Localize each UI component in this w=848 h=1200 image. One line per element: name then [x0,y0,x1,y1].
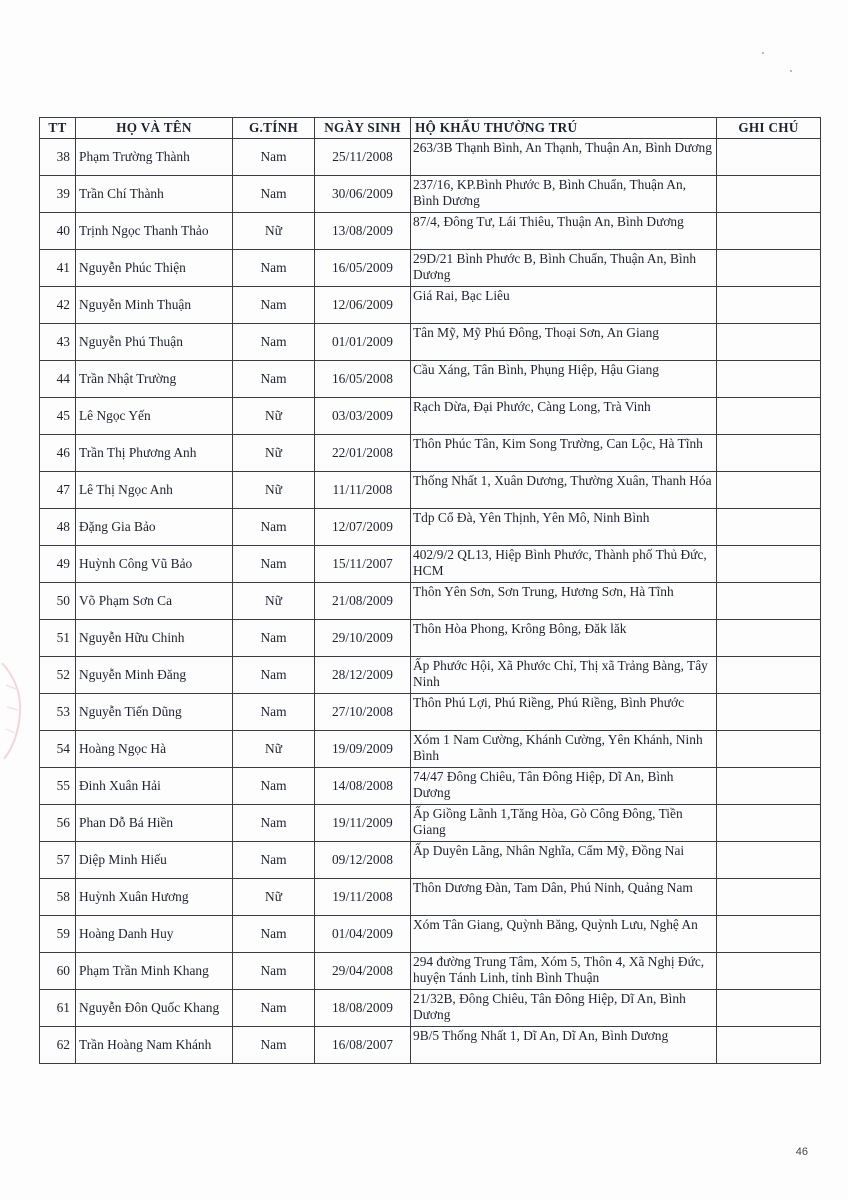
cell-dob: 03/03/2009 [315,398,411,435]
cell-tt: 40 [40,213,76,250]
cell-dob: 11/11/2008 [315,472,411,509]
cell-address: Ấp Duyên Lãng, Nhân Nghĩa, Cẩm Mỹ, Đồng Nai [411,842,717,879]
cell-dob: 19/11/2009 [315,805,411,842]
table-row [40,879,821,916]
page-number: 46 [795,1146,808,1158]
cell-note [717,1027,821,1064]
cell-name: Võ Phạm Sơn Ca [76,583,233,620]
cell-note [717,324,821,361]
cell-name: Nguyễn Hữu Chinh [76,620,233,657]
table-row [40,546,821,583]
cell-address: Rạch Dừa, Đại Phước, Càng Long, Trà Vinh [411,398,717,435]
cell-name: Trần Chí Thành [76,176,233,213]
cell-note [717,805,821,842]
cell-note [717,731,821,768]
table-row [40,916,821,953]
cell-note [717,250,821,287]
cell-tt: 60 [40,953,76,990]
cell-address: Thôn Phú Lợi, Phú Riềng, Phú Riềng, Bình Phước [411,694,717,731]
cell-sex: Nữ [233,879,315,916]
cell-name: Nguyễn Đôn Quốc Khang [76,990,233,1027]
cell-note [717,139,821,176]
cell-tt: 49 [40,546,76,583]
cell-sex: Nam [233,694,315,731]
cell-name: Hoàng Ngọc Hà [76,731,233,768]
cell-sex: Nam [233,250,315,287]
cell-note [717,916,821,953]
cell-dob: 15/11/2007 [315,546,411,583]
cell-sex: Nữ [233,472,315,509]
cell-address: 9B/5 Thống Nhất 1, Dĩ An, Dĩ An, Bình Dương [411,1027,717,1064]
table-header-row [40,118,821,139]
table-row [40,324,821,361]
cell-sex: Nam [233,916,315,953]
cell-address: Thống Nhất 1, Xuân Dương, Thường Xuân, Thanh Hóa [411,472,717,509]
table-row [40,657,821,694]
cell-dob: 16/05/2009 [315,250,411,287]
cell-sex: Nữ [233,731,315,768]
cell-dob: 27/10/2008 [315,694,411,731]
cell-address: 237/16, KP.Bình Phước B, Bình Chuẩn, Thuận An, Bình Dương [411,176,717,213]
cell-tt: 52 [40,657,76,694]
cell-name: Diệp Minh Hiếu [76,842,233,879]
cell-tt: 61 [40,990,76,1027]
cell-address: 21/32B, Đông Chiêu, Tân Đông Hiệp, Dĩ An, Bình Dương [411,990,717,1027]
cell-address: 402/9/2 QL13, Hiệp Bình Phước, Thành phố Thủ Đức, HCM [411,546,717,583]
cell-name: Trần Hoàng Nam Khánh [76,1027,233,1064]
table-row [40,176,821,213]
cell-name: Lê Ngọc Yến [76,398,233,435]
cell-name: Huỳnh Xuân Hương [76,879,233,916]
scan-speck [790,70,792,72]
cell-note [717,583,821,620]
cell-name: Nguyễn Minh Đăng [76,657,233,694]
stamp-trace [0,655,28,765]
cell-dob: 19/11/2008 [315,879,411,916]
cell-sex: Nam [233,657,315,694]
cell-note [717,768,821,805]
header-sex: G.TÍNH [233,118,315,139]
cell-name: Phạm Trần Minh Khang [76,953,233,990]
cell-tt: 50 [40,583,76,620]
table-row [40,361,821,398]
cell-dob: 29/04/2008 [315,953,411,990]
table-row [40,953,821,990]
cell-note [717,176,821,213]
cell-tt: 54 [40,731,76,768]
cell-address: Giá Rai, Bạc Liêu [411,287,717,324]
cell-dob: 25/11/2008 [315,139,411,176]
cell-sex: Nam [233,361,315,398]
header-address: HỘ KHẨU THƯỜNG TRÚ [411,118,717,139]
cell-address: Thôn Hòa Phong, Krông Bông, Đăk lăk [411,620,717,657]
table-row [40,842,821,879]
table-row [40,620,821,657]
table-row [40,250,821,287]
cell-name: Trần Thị Phương Anh [76,435,233,472]
cell-sex: Nam [233,1027,315,1064]
header-note: GHI CHÚ [717,118,821,139]
cell-sex: Nam [233,953,315,990]
cell-dob: 16/05/2008 [315,361,411,398]
cell-sex: Nữ [233,435,315,472]
cell-address: Thôn Yên Sơn, Sơn Trung, Hương Sơn, Hà Tĩnh [411,583,717,620]
cell-dob: 09/12/2008 [315,842,411,879]
cell-note [717,509,821,546]
cell-sex: Nam [233,287,315,324]
table-row [40,768,821,805]
cell-dob: 12/06/2009 [315,287,411,324]
scan-speck [762,52,764,54]
cell-name: Đinh Xuân Hải [76,768,233,805]
cell-note [717,287,821,324]
header-dob: NGÀY SINH [315,118,411,139]
cell-tt: 38 [40,139,76,176]
cell-sex: Nữ [233,213,315,250]
cell-address: Tân Mỹ, Mỹ Phú Đông, Thoại Sơn, An Giang [411,324,717,361]
cell-tt: 57 [40,842,76,879]
cell-sex: Nữ [233,583,315,620]
cell-tt: 46 [40,435,76,472]
cell-sex: Nam [233,546,315,583]
cell-note [717,842,821,879]
cell-name: Trần Nhật Trường [76,361,233,398]
cell-note [717,398,821,435]
table-row [40,139,821,176]
cell-tt: 39 [40,176,76,213]
cell-name: Phạm Trường Thành [76,139,233,176]
cell-address: Xóm Tân Giang, Quỳnh Băng, Quỳnh Lưu, Nghệ An [411,916,717,953]
cell-sex: Nam [233,324,315,361]
cell-name: Nguyễn Phú Thuận [76,324,233,361]
cell-tt: 43 [40,324,76,361]
cell-address: 74/47 Đông Chiêu, Tân Đông Hiệp, Dĩ An, Bình Dương [411,768,717,805]
cell-tt: 62 [40,1027,76,1064]
cell-tt: 58 [40,879,76,916]
cell-name: Phan Dỗ Bá Hiền [76,805,233,842]
cell-name: Huỳnh Công Vũ Bảo [76,546,233,583]
student-roster-table [39,117,821,1064]
cell-sex: Nam [233,990,315,1027]
table-row [40,435,821,472]
cell-note [717,657,821,694]
cell-dob: 12/07/2009 [315,509,411,546]
cell-tt: 48 [40,509,76,546]
cell-tt: 53 [40,694,76,731]
cell-note [717,435,821,472]
cell-dob: 30/06/2009 [315,176,411,213]
table-row [40,287,821,324]
cell-dob: 01/04/2009 [315,916,411,953]
cell-dob: 16/08/2007 [315,1027,411,1064]
cell-address: 29D/21 Bình Phước B, Bình Chuẩn, Thuận An, Bình Dương [411,250,717,287]
cell-tt: 42 [40,287,76,324]
cell-name: Hoàng Danh Huy [76,916,233,953]
cell-address: 87/4, Đông Tư, Lái Thiêu, Thuận An, Bình Dương [411,213,717,250]
cell-note [717,879,821,916]
cell-tt: 55 [40,768,76,805]
cell-address: Cầu Xáng, Tân Bình, Phụng Hiệp, Hậu Giang [411,361,717,398]
cell-sex: Nam [233,805,315,842]
cell-note [717,213,821,250]
cell-dob: 22/01/2008 [315,435,411,472]
cell-dob: 21/08/2009 [315,583,411,620]
cell-sex: Nam [233,768,315,805]
cell-note [717,990,821,1027]
cell-dob: 29/10/2009 [315,620,411,657]
cell-address: Thôn Dương Đàn, Tam Dân, Phú Ninh, Quảng Nam [411,879,717,916]
cell-note [717,694,821,731]
header-name: HỌ VÀ TÊN [76,118,233,139]
cell-name: Trịnh Ngọc Thanh Thảo [76,213,233,250]
cell-tt: 51 [40,620,76,657]
cell-dob: 14/08/2008 [315,768,411,805]
cell-address: Ấp Phước Hội, Xã Phước Chỉ, Thị xã Trảng Bàng, Tây Ninh [411,657,717,694]
cell-sex: Nam [233,842,315,879]
cell-note [717,472,821,509]
cell-tt: 44 [40,361,76,398]
cell-sex: Nam [233,509,315,546]
cell-dob: 01/01/2009 [315,324,411,361]
cell-address: Ấp Giồng Lãnh 1,Tăng Hòa, Gò Công Đông, Tiền Giang [411,805,717,842]
cell-tt: 47 [40,472,76,509]
cell-address: Thôn Phúc Tân, Kim Song Trường, Can Lộc, Hà Tĩnh [411,435,717,472]
cell-name: Nguyễn Tiến Dũng [76,694,233,731]
cell-note [717,953,821,990]
cell-dob: 19/09/2009 [315,731,411,768]
cell-name: Lê Thị Ngọc Anh [76,472,233,509]
cell-name: Nguyễn Minh Thuận [76,287,233,324]
cell-tt: 45 [40,398,76,435]
cell-address: 294 đường Trung Tâm, Xóm 5, Thôn 4, Xã Nghị Đức, huyện Tánh Linh, tỉnh Bình Thuận [411,953,717,990]
table-row [40,990,821,1027]
cell-address: Xóm 1 Nam Cường, Khánh Cường, Yên Khánh, Ninh Bình [411,731,717,768]
table-row [40,472,821,509]
cell-tt: 41 [40,250,76,287]
cell-sex: Nam [233,139,315,176]
cell-dob: 28/12/2009 [315,657,411,694]
cell-address: 263/3B Thạnh Bình, An Thạnh, Thuận An, Bình Dương [411,139,717,176]
cell-dob: 13/08/2009 [315,213,411,250]
cell-name: Đặng Gia Bảo [76,509,233,546]
cell-name: Nguyễn Phúc Thiện [76,250,233,287]
cell-note [717,361,821,398]
table-row [40,398,821,435]
cell-sex: Nữ [233,398,315,435]
table-row [40,583,821,620]
table-row [40,694,821,731]
cell-tt: 59 [40,916,76,953]
cell-sex: Nam [233,176,315,213]
cell-tt: 56 [40,805,76,842]
table-row [40,731,821,768]
table-row [40,213,821,250]
cell-sex: Nam [233,620,315,657]
table-row [40,805,821,842]
table-row [40,1027,821,1064]
header-tt: TT [40,118,76,139]
cell-dob: 18/08/2009 [315,990,411,1027]
cell-note [717,546,821,583]
table-row [40,509,821,546]
cell-note [717,620,821,657]
cell-address: Tdp Cổ Đà, Yên Thịnh, Yên Mô, Ninh Bình [411,509,717,546]
